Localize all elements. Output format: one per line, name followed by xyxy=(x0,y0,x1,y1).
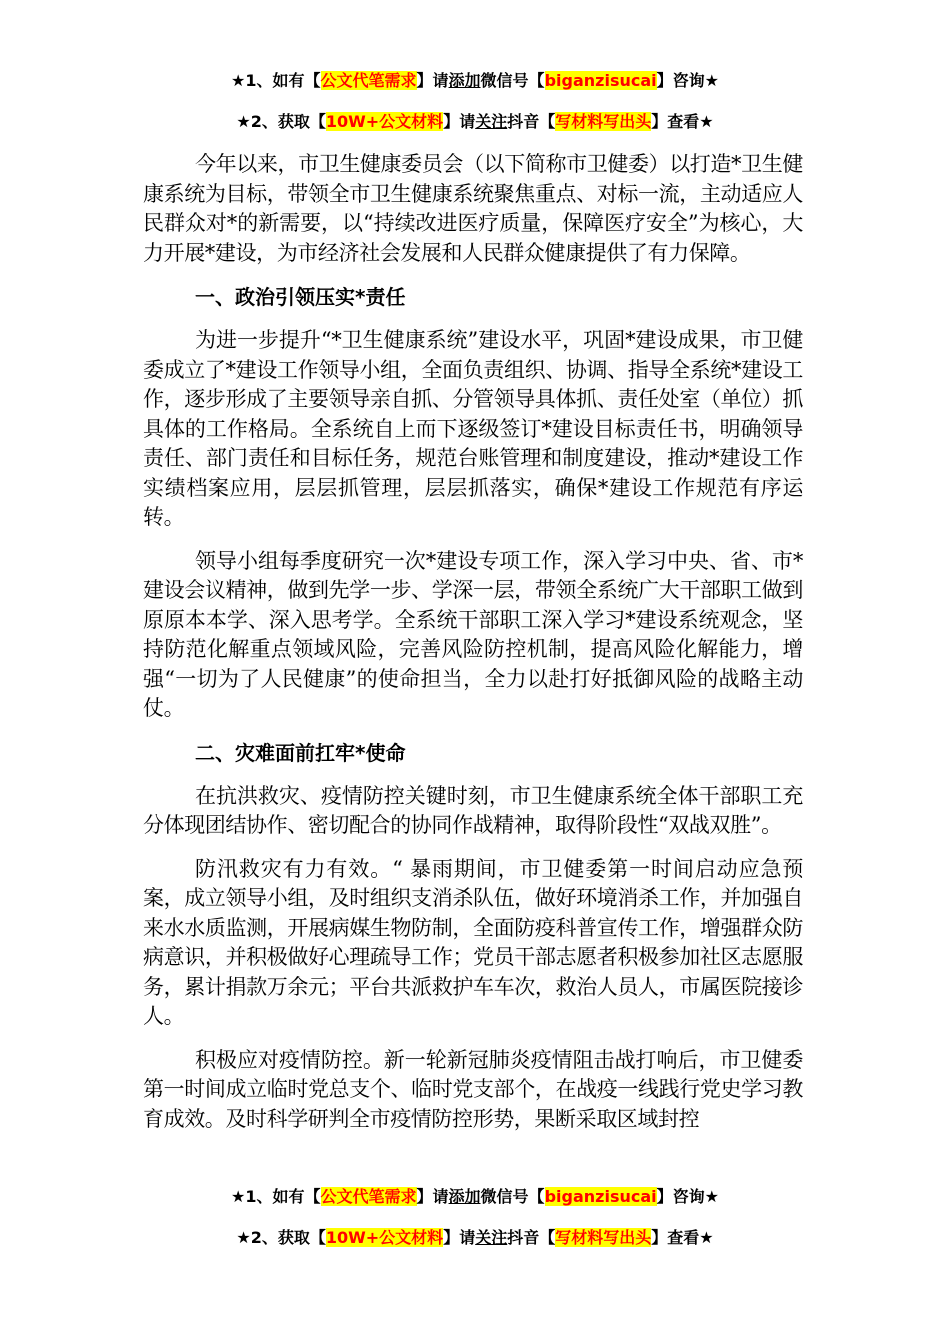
banner-highlight-materials: 10W+公文材料 xyxy=(325,1228,444,1247)
banner-text: ★2、获取【 xyxy=(236,112,326,131)
footer-banner-line-1 xyxy=(0,1186,950,1208)
paragraph-3: 在抗洪救灾、疫情防控关键时刻，市卫生健康系统全体干部职工充分体现团结协作、密切配合的协同作战精神，取得阶段性“双战双胜”。 xyxy=(143,783,803,837)
banner-text: 微信号【 xyxy=(480,1187,545,1206)
banner-text: 】查看★ xyxy=(651,1228,714,1247)
banner-text: ★2、获取【 xyxy=(236,1228,326,1247)
banner-emphasis: 关注 xyxy=(475,112,508,131)
banner-highlight-ghostwriting: 公文代笔需求 xyxy=(320,71,417,90)
banner-text: 】请 xyxy=(416,1187,449,1206)
header-banner-line-2 xyxy=(0,111,950,133)
footer-banner-line-2 xyxy=(0,1227,950,1249)
banner-text: 抖音【 xyxy=(507,112,556,131)
banner-text: 】咨询★ xyxy=(656,1187,719,1206)
banner-highlight-wechat-id: biganzisucai xyxy=(544,1187,657,1206)
banner-text: 微信号【 xyxy=(480,71,545,90)
banner-highlight-douyin: 写材料写出头 xyxy=(555,1228,652,1247)
banner-highlight-wechat-id: biganzisucai xyxy=(544,71,657,90)
section-heading-2: 二、灾难面前扛牢*使命 xyxy=(195,740,406,765)
banner-text: ★1、如有【 xyxy=(231,71,321,90)
banner-emphasis: 添加 xyxy=(448,71,481,90)
banner-text: 】查看★ xyxy=(651,112,714,131)
paragraph-4: 防汛救灾有力有效。“ 暴雨期间，市卫健委第一时间启动应急预案，成立领导小组，及时组织支消杀队伍，做好环境消杀工作，并加强自来水水质监测，开展病媒生物防制，全面防疫科普宣传工作，增强群众防病意识，并积极做好心理疏导工作；党员干部志愿者积极参加社区志愿服务，累计捐款万余元；平台共派救护车车次，救治人员人，市属医院接诊人。 xyxy=(143,856,803,1028)
banner-text: 】请 xyxy=(416,71,449,90)
paragraph-5: 积极应对疫情防控。新一轮新冠肺炎疫情阻击战打响后，市卫健委第一时间成立临时党总支个、临时党支部个，在战疫一线践行党史学习教育成效。及时科学研判全市疫情防控形势，果断采取区域封控 xyxy=(143,1047,803,1131)
header-banner-line-1 xyxy=(0,70,950,92)
document-body xyxy=(143,150,803,1148)
intro-paragraph: 今年以来，市卫生健康委员会（以下简称市卫健委）以打造*卫生健康系统为目标，带领全市卫生健康系统聚焦重点、对标一流，主动适应人民群众对*的新需要，以“持续改进医疗质量，保障医疗安全”为核心，大力开展*建设，为市经济社会发展和人民群众健康提供了有力保障。 xyxy=(143,152,803,265)
banner-text: 】请 xyxy=(443,1228,476,1247)
section-heading-1: 一、政治引领压实*责任 xyxy=(195,285,406,309)
banner-text: 】咨询★ xyxy=(656,71,719,90)
banner-highlight-douyin: 写材料写出头 xyxy=(555,112,652,131)
paragraph-2: 领导小组每季度研究一次*建设专项工作，深入学习中央、省、市*建设会议精神，做到先学一步、学深一层，带领全系统广大干部职工做到原原本本学、深入思考学。全系统干部职工深入学习*建设系统观念，坚持防范化解重点领域风险，完善风险防控机制，提高风险化解能力，增强“一切为了人民健康”的使命担当，全力以赴打好抵御风险的战略主动仗。 xyxy=(143,548,803,720)
banner-text: 】请 xyxy=(443,112,476,131)
banner-emphasis: 关注 xyxy=(475,1228,508,1247)
banner-text: ★1、如有【 xyxy=(231,1187,321,1206)
banner-text: 抖音【 xyxy=(507,1228,556,1247)
banner-highlight-materials: 10W+公文材料 xyxy=(325,112,444,131)
banner-highlight-ghostwriting: 公文代笔需求 xyxy=(320,1187,417,1206)
paragraph-1: 为进一步提升“*卫生健康系统”建设水平，巩固*建设成果，市卫健委成立了*建设工作领导小组，全面负责组织、协调、指导全系统*建设工作，逐步形成了主要领导亲自抓、分管领导具体抓、责任处室（单位）抓具体的工作格局。全系统自上而下逐级签订*建设目标责任书，明确领导责任、部门责任和目标任务，规范台账管理和制度建设，推动*建设工作实绩档案应用，层层抓管理，层层抓落实，确保*建设工作规范有序运转。 xyxy=(143,328,803,529)
banner-emphasis: 添加 xyxy=(448,1187,481,1206)
